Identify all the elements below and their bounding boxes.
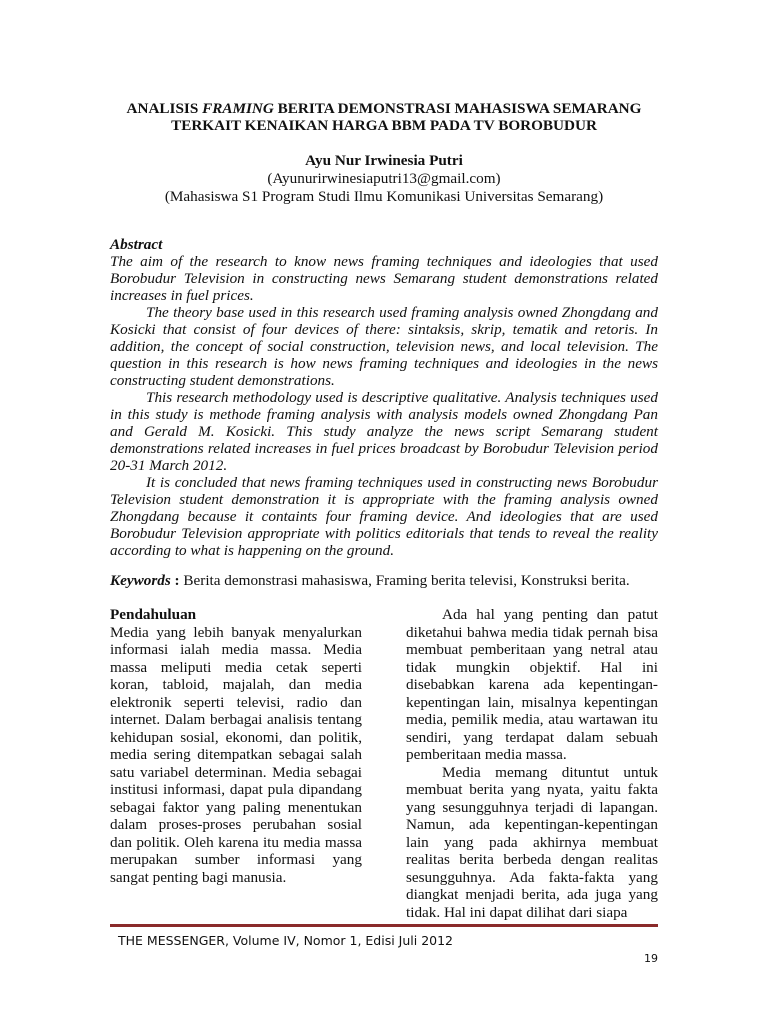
left-column <box>110 606 362 886</box>
section-heading-pendahuluan: Pendahuluan <box>110 606 197 623</box>
abstract-paragraph-4: It is concluded that news framing techniques used in constructing news Borobudur Television student demonstration it is appropriate with the framing analysis owned Zhongdang because it containts four framing device. And ideologies that are used Borobudur Television appropriate with politics editorials that tends to reveal the reality according to what is happening on the ground. <box>110 474 658 559</box>
title-line1-rest: BERITA DEMONSTRASI MAHASISWA SEMARANG <box>277 100 642 117</box>
author-affiliation: (Mahasiswa S1 Program Studi Ilmu Komunikasi Universitas Semarang) <box>164 188 604 205</box>
abstract-paragraph-2: The theory base used in this research used framing analysis owned Zhongdang and Kosicki that consist of four devices of there: sintaksis, skrip, tematik and retoris. In addition, the concept of social construction, television news, and local television. The question in this research is how news framing techniques and ideologies in the news constructing student demonstrations. <box>110 304 658 389</box>
abstract-paragraph-3: This research methodology used is descriptive qualitative. Analysis techniques used in this study is methode framing analysis with analysis models owned Zhongdang Pan and Gerald M. Kosicki. This study analyze the news script Semarang student demonstrations related increases in fuel prices broadcast by Borobudur Television period 20-31 March 2012. <box>110 389 658 474</box>
paper-title <box>110 100 658 134</box>
title-word-framing: FRAMING <box>202 100 274 117</box>
right-paragraph-1: Ada hal yang penting dan patut diketahui bahwa media tidak pernah bisa membuat pemberitaan yang netral atau tidak mungkin objektif. Hal ini disebabkan karena ada kepentingan-kepentingan lain, misalnya kepentingan media, pemilik media, atau wartawan itu sendiri, yang terdapat dalam sebuah pemberitaan media massa. <box>406 606 658 763</box>
left-paragraph-1: Media yang lebih banyak menyalurkan informasi ialah media massa. Media massa meliputi media cetak seperti koran, tabloid, majalah, dan media elektronik seperti televisi, radio dan internet. Dalam berbagai analisis tentang kehidupan sosial, ekonomi, dan politik, media sering ditempatkan sebagai salah satu variabel determinan. Media sebagai institusi informasi, dapat pula dipandang sebagai faktor yang paling menentukan dalam proses-proses perubahan sosial dan politik. Oleh karena itu media massa merupakan sumber informasi yang sangat penting bagi manusia. <box>110 623 362 886</box>
keywords-label: Keywords <box>110 572 171 589</box>
abstract-section <box>110 236 658 559</box>
abstract-heading: Abstract <box>110 236 163 253</box>
abstract-paragraph-1: The aim of the research to know news framing techniques and ideologies that used Borobudur Television in constructing news Semarang student demonstrations related increases in fuel prices. <box>110 253 658 304</box>
keywords-text: Berita demonstrasi mahasiswa, Framing berita televisi, Konstruksi berita. <box>183 572 630 589</box>
right-column <box>406 606 658 921</box>
keywords-line <box>110 572 658 589</box>
keywords-separator: : <box>170 572 184 589</box>
author-block <box>110 152 658 206</box>
title-line2: TERKAIT KENAIKAN HARGA BBM PADA TV BOROBUDUR <box>171 117 597 134</box>
author-name: Ayu Nur Irwinesia Putri <box>305 152 463 169</box>
footer-rule <box>110 924 658 927</box>
author-email: (Ayunurirwinesiaputri13@gmail.com) <box>267 170 501 187</box>
right-paragraph-2: Media memang dituntut untuk membuat berita yang nyata, yaitu fakta yang sesungguhnya terjadi di lapangan. Namun, ada kepentingan-kepentingan lain yang pada akhirnya membuat realitas berita berbeda dengan realitas sesungguhnya. Ada fakta-fakta yang diangkat menjadi berita, ada juga yang tidak. Hal ini dapat dilihat dari siapa <box>406 763 658 921</box>
page-number: 19 <box>644 952 658 965</box>
title-word-analisis: ANALISIS <box>126 100 199 117</box>
journal-footer: THE MESSENGER, Volume IV, Nomor 1, Edisi Juli 2012 <box>118 933 454 948</box>
